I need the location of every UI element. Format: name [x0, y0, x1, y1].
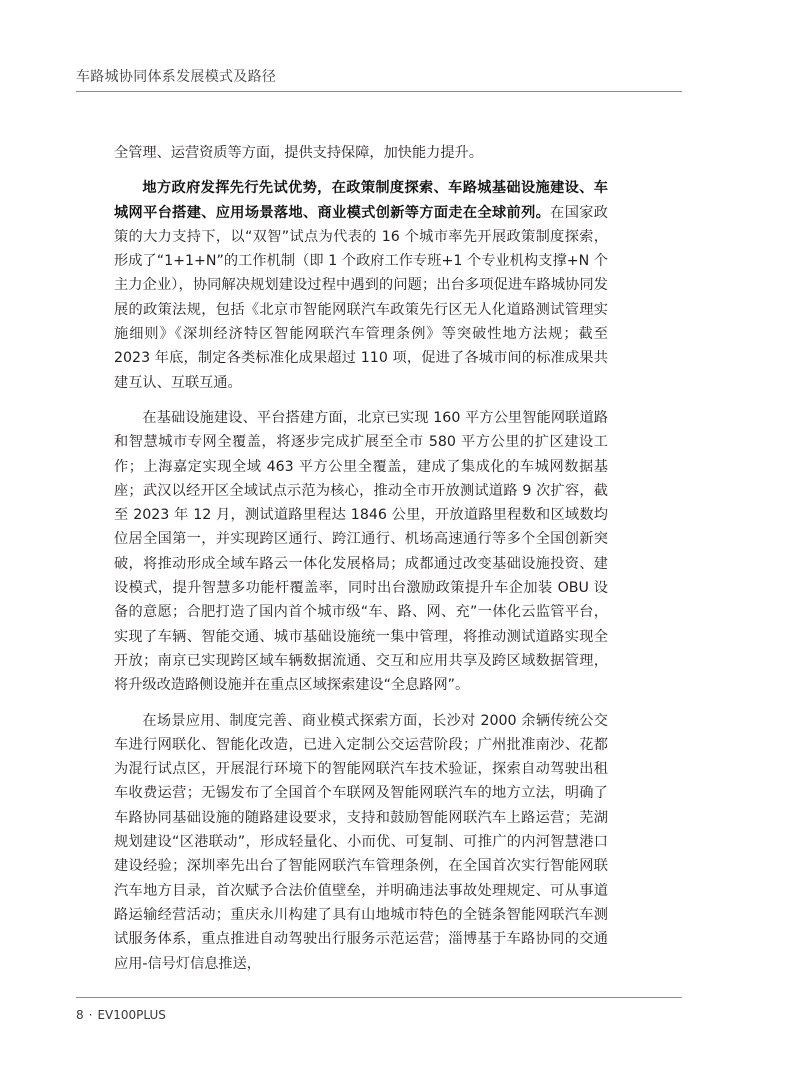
body-text — [114, 141, 608, 987]
page-footer — [76, 1008, 166, 1022]
paragraph-lead-bold: 地方政府发挥先行先试优势，在政策制度探索、车路城基础设施建设、车城网平台搭建、应用场景落地、商业模式创新等方面走在全球前列。 — [114, 180, 608, 221]
paragraph-infrastructure — [114, 406, 608, 698]
paragraph-text: 全管理、运营资质等方面，提供支持保障，加快能力提升。 — [114, 145, 483, 161]
footer-separator: · — [88, 1008, 93, 1022]
paragraph-continuation — [114, 141, 608, 165]
paragraph-text: 在国家政策的大力支持下，以“双智”试点为代表的 16 个城市率先开展政策制度探索，形成了“1+1+N”的工作机制（即 1 个政府工作专班+1 个专业机构支撑+N 个主力企业），协同解决规划建设过程中遇到的问题；出台多项促进车路城协同发展的政策法规，包括《北京市智能网联汽车政策先行区无人化道路测试管理实施细则》《深圳经济特区智能网联汽车管理条例》等突破性地方法规；截至 2023 年底，制定各类标准化成果超过 110 项，促进了各城市间的标准成果共建互认、互联互通。 — [114, 204, 608, 391]
footer-brand: EV100PLUS — [97, 1008, 166, 1022]
paragraph-text: 在基础设施建设、平台搭建方面，北京已实现 160 平方公里智能网联道路和智慧城市专网全覆盖，将逐步完成扩展至全市 580 平方公里的扩区建设工作；上海嘉定实现全域 463 平方公里全覆盖，建成了集成化的车城网数据基座；武汉以经开区全域试点示范为核心，推动全市开放测试道路 9 次扩容，截至 2023 年 12 月，测试道路里程达 1846 公里，开放道路里程数和区域数均位居全国第一，并实现跨区通行、跨江通行、机场高速通行等多个全国创新突破，将推动形成全域车路云一体化发展格局；成都通过改变基础设施投资、建设模式，提升智慧多功能杆覆盖率，同时出台激励政策提升车企加装 OBU 设备的意愿；合肥打造了国内首个城市级“车、路、网、充”一体化云监管平台，实现了车辆、智能交通、城市基础设施统一集中管理，将推动测试道路实现全开放；南京已实现跨区域车辆数据流通、交互和应用共享及跨区域数据管理，将升级改造路侧设施并在重点区域探索建设“全息路网”。 — [114, 409, 608, 694]
page-number: 8 — [76, 1008, 84, 1022]
paragraph-text: 在场景应用、制度完善、商业模式探索方面，长沙对 2000 余辆传统公交车进行网联化、智能化改造，已进入定制公交运营阶段；广州批准南沙、花都为混行试点区，开展混行环境下的智能网联汽车技术验证，探索自动驾驶出租车收费运营；无锡发布了全国首个车联网及智能网联汽车的地方立法，明确了车路协同基础设施的随路建设要求，支持和鼓励智能网联汽车上路运营；芜湖规划建设“区港联动”，形成轻量化、小而优、可复制、可推广的内河智慧港口建设经验；深圳率先出台了智能网联汽车管理条例，在全国首次实行智能网联汽车地方目录，首次赋予合法价值壁垒，并明确违法事故处理规定、可从事道路运输经营活动；重庆永川构建了具有山地城市特色的全链条智能网联汽车测试服务体系，重点推进自动驾驶出行服务示范运营；淄博基于车路协同的交通应用-信号灯信息推送， — [114, 712, 608, 972]
paragraph-scenario-applications — [114, 709, 608, 976]
paragraph-local-government — [114, 176, 608, 395]
footer-divider — [76, 997, 682, 998]
header-divider — [76, 91, 682, 92]
running-header-title: 车路城协同体系发展模式及路径 — [76, 69, 277, 85]
